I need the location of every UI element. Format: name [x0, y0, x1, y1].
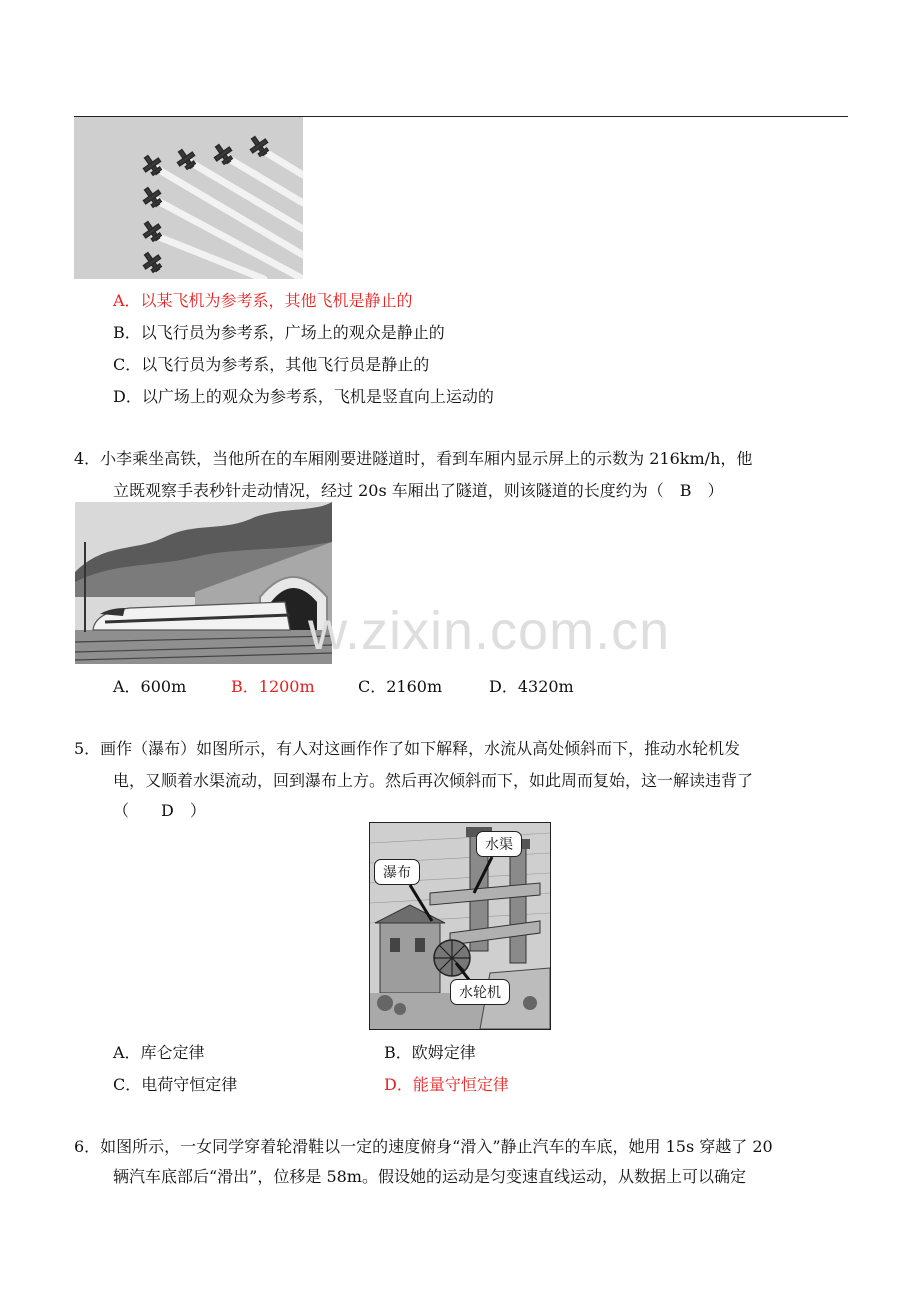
q5-option-a: A．库仑定律 — [113, 1043, 205, 1062]
q3-option-d: D．以广场上的观众为参考系，飞机是竖直向上运动的 — [113, 387, 494, 406]
waterfall-artwork — [369, 822, 551, 1030]
q3-option-b: B．以飞行员为参考系，广场上的观众是静止的 — [113, 323, 445, 342]
q5-option-c: C．电荷守恒定律 — [113, 1075, 238, 1094]
label-waterfall: 瀑布 — [374, 859, 420, 885]
q5-option-b: B．欧姆定律 — [384, 1043, 476, 1062]
train-tunnel-photo — [75, 502, 332, 664]
q4-option-d: D．4320m — [489, 677, 574, 696]
q4-stem-line2: 立既观察手表秒针走动情况，经过 20s 车厢出了隧道，则该隧道的长度约为（ B ） — [113, 481, 724, 500]
q5-stem-line2: 电，又顺着水渠流动，回到瀑布上方。然后再次倾斜而下，如此周而复始，这一解读违背了 — [113, 771, 754, 790]
q6-stem-line1: 6．如图所示，一女同学穿着轮滑鞋以一定的速度俯身“滑入”静止汽车的车底，她用 15s 穿越了 20 — [74, 1137, 773, 1156]
q3-option-c: C．以飞行员为参考系，其他飞行员是静止的 — [113, 355, 430, 374]
label-turbine: 水轮机 — [450, 979, 510, 1005]
q6-stem-line2: 辆汽车底部后“滑出”，位移是 58m。假设她的运动是匀变速直线运动，从数据上可以确定 — [113, 1167, 746, 1186]
q5-stem-line1: 5．画作（瀑布）如图所示，有人对这画作作了如下解释，水流从高处倾斜而下，推动水轮机发 — [74, 739, 741, 758]
q4-stem-line1: 4．小李乘坐高铁，当他所在的车厢刚要进隧道时，看到车厢内显示屏上的示数为 216km/h，他 — [74, 449, 753, 468]
label-channel: 水渠 — [476, 831, 522, 857]
q4-option-b: B．1200m — [231, 677, 315, 696]
airshow-photo — [74, 117, 303, 279]
q5-stem-line3: （ D ） — [113, 801, 206, 820]
q5-option-d: D．能量守恒定律 — [384, 1075, 509, 1094]
q4-option-c: C．2160m — [358, 677, 443, 696]
q4-option-a: A．600m — [113, 677, 187, 696]
watermark: w.zixin.com.cn — [308, 601, 671, 661]
q3-option-a: A．以某飞机为参考系，其他飞机是静止的 — [113, 291, 413, 310]
